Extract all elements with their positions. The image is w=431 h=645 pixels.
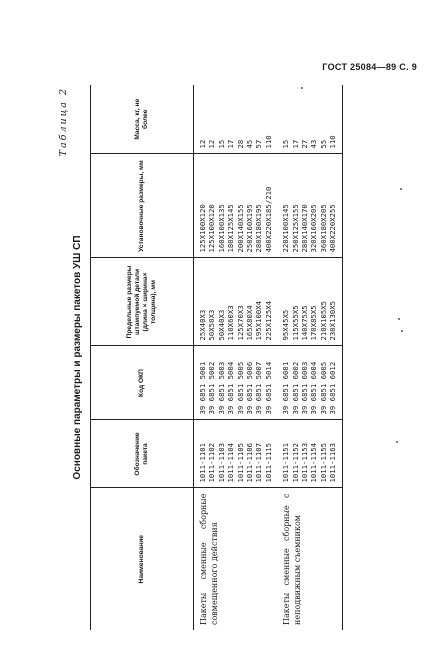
table-header-row bbox=[91, 85, 194, 630]
gost-page-header: ГОСТ 25084—89 С. 9 bbox=[322, 62, 417, 72]
column-header-mounting-sizes: Установочные размеры, мм bbox=[91, 154, 194, 258]
okp-code-cell: 39 6851 5001 39 6851 5002 39 6851 5003 39 6851 5004 39 6851 5005 39 6851 5006 39 6851 5007 39 6851 5014 bbox=[194, 346, 278, 420]
group-name-cell: Пакеты сменные сборные совмещенного действия bbox=[194, 488, 278, 630]
table-row bbox=[194, 85, 278, 630]
column-header-mass: Масса, кг, не более bbox=[91, 85, 194, 154]
designation-cell: 1011-1151 1011-1152 1011-1153 1011-1154 1011-1155 1011-1163 bbox=[277, 420, 342, 488]
rotated-table-page bbox=[58, 85, 408, 630]
mass-cell: 12 12 15 17 28 45 57 110 bbox=[194, 85, 278, 154]
okp-code-cell: 39 6851 6001 39 6851 6002 39 6851 6003 39 6851 6004 39 6851 6005 39 6851 6012 bbox=[277, 346, 342, 420]
table-caption: Основные параметры и размеры пакетов УШ СП bbox=[72, 235, 83, 480]
parameters-table bbox=[90, 85, 343, 630]
column-header-name: Наименование bbox=[91, 488, 194, 630]
mounting-sizes-cell: 220Х100Х145 250Х125Х155 280Х140Х170 320Х160Х205 360Х180Х205 400Х220Х255 bbox=[277, 154, 342, 258]
designation-cell: 1011-1101 1011-1102 1011-1103 1011-1104 1011-1105 1011-1106 1011-1107 1011-1115 bbox=[194, 420, 278, 488]
group-name-cell: Пакеты сменные сборные с неподвижным съемником bbox=[277, 488, 342, 630]
column-header-designation: Обозначение пакета bbox=[91, 420, 194, 488]
part-sizes-cell: 95Х45Х5 115Х55Х5 140Х75Х5 170Х85Х5 210Х105Х5 230Х130Х5 bbox=[277, 258, 342, 346]
table-title-block bbox=[58, 85, 86, 630]
mounting-sizes-cell: 125Х100Х120 125Х100Х120 160Х100Х135 180Х125Х145 200Х140Х155 250Х160Х195 280Х180Х195 400Х220Х185/210 bbox=[194, 154, 278, 258]
part-sizes-cell: 25Х40Х3 50Х50Х3 50Х40Х3 110Х60Х3 125Х70Х3 165Х80Х4 195Х100Х4 225Х125Х4 bbox=[194, 258, 278, 346]
table-label: Таблица 2 bbox=[58, 87, 69, 157]
table-row bbox=[277, 85, 342, 630]
mass-cell: 15 17 27 43 55 110 bbox=[277, 85, 342, 154]
column-header-okp-code: Код ОКП bbox=[91, 346, 194, 420]
column-header-part-sizes: Предельные размеры штампуемой детали (длина × ширина× толщина), мм bbox=[91, 258, 194, 346]
